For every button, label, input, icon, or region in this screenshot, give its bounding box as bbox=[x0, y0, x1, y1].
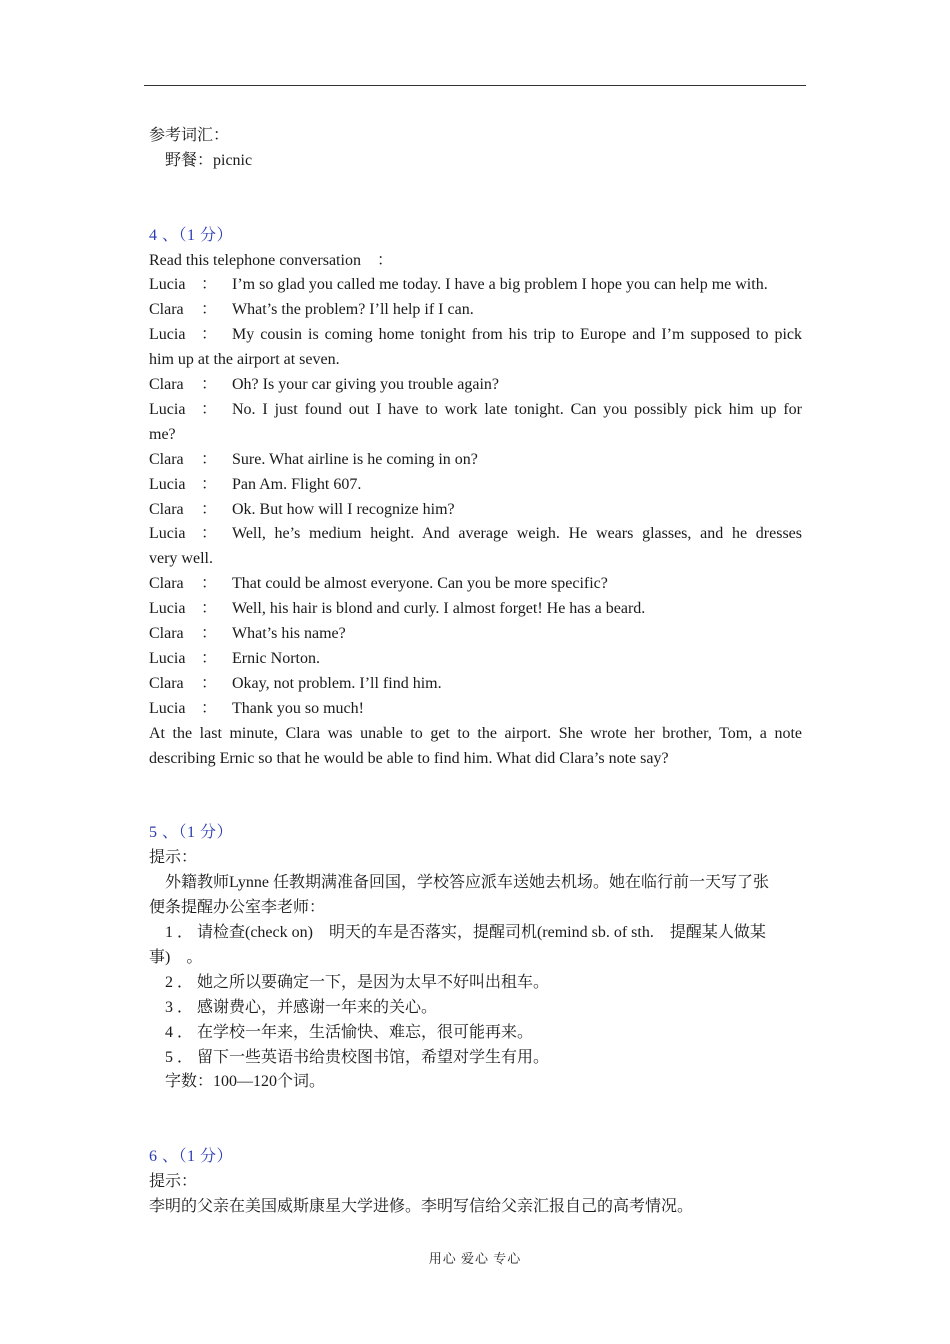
dialogue-text: What’s the problem? I’ll help if I can. bbox=[232, 301, 474, 319]
page-footer: 用心 爱心 专心 bbox=[428, 1251, 522, 1266]
dialogue-text: What’s his name? bbox=[232, 625, 346, 643]
speaker-name: Clara bbox=[149, 575, 184, 593]
dialogue-line bbox=[149, 597, 802, 622]
speaker-name: Clara bbox=[149, 674, 184, 692]
dialogue-line bbox=[149, 323, 802, 348]
question-5-word-count: 字数：100—120个词。 bbox=[165, 1073, 326, 1091]
speaker-name: Lucia bbox=[149, 525, 186, 543]
question-5-intro-1: 外籍教师Lynne 任教期满准备回国，学校答应派车送她去机场。她在临行前一天写了张 bbox=[165, 874, 769, 892]
dialogue-text: That could be almost everyone. Can you be more specific? bbox=[232, 575, 608, 593]
speaker-colon: ： bbox=[201, 600, 218, 618]
dialogue-line bbox=[149, 697, 802, 722]
dialogue-line bbox=[149, 498, 802, 523]
speaker-colon: ： bbox=[201, 475, 218, 493]
dialogue-text: Well, his hair is blond and curly. I almost forget! He has a beard. bbox=[232, 600, 646, 618]
header-rule bbox=[144, 85, 806, 86]
question-5-hint-label: 提示： bbox=[149, 849, 198, 867]
speaker-name: Clara bbox=[149, 450, 184, 468]
speaker-colon: ： bbox=[201, 276, 218, 294]
speaker-name: Clara bbox=[149, 376, 184, 394]
speaker-colon: ： bbox=[201, 400, 218, 418]
speaker-colon: ： bbox=[201, 301, 218, 319]
dialogue-text: No. I just found out I have to work late tonight. Can you possibly pick him up for bbox=[232, 400, 802, 418]
dialogue-text: Thank you so much! bbox=[232, 699, 364, 717]
question-5-item-1b: 事) 。 bbox=[149, 948, 203, 966]
speaker-colon: ： bbox=[201, 699, 218, 717]
speaker-name: Lucia bbox=[149, 650, 186, 668]
speaker-name: Clara bbox=[149, 301, 184, 319]
vocab-item: 野餐：picnic bbox=[165, 151, 253, 169]
dialogue-line bbox=[149, 448, 802, 473]
dialogue-line bbox=[149, 273, 802, 298]
question-6-header: 6 、（1 分） bbox=[149, 1148, 234, 1166]
dialogue-text: Oh? Is your car giving you trouble again? bbox=[232, 376, 500, 394]
question-5-item-2: 2 ． 她之所以要确定一下，是因为太早不好叫出租车。 bbox=[165, 973, 550, 991]
speaker-name: Lucia bbox=[149, 400, 186, 418]
speaker-colon: ： bbox=[201, 326, 218, 344]
dialogue-line bbox=[149, 572, 802, 597]
question-5-intro-2: 便条提醒办公室李老师： bbox=[149, 899, 326, 917]
dialogue-text: Sure. What airline is he coming in on? bbox=[232, 450, 478, 468]
dialogue-continuation: me? bbox=[149, 425, 176, 443]
speaker-colon: ： bbox=[201, 376, 218, 394]
question-5-header: 5 、（1 分） bbox=[149, 824, 234, 842]
dialogue-continuation: him up at the airport at seven. bbox=[149, 351, 340, 369]
question-4-intro: Read this telephone conversation ： bbox=[149, 251, 393, 269]
question-5-item-1a: 1 ． 请检查(check on) 明天的车是否落实，提醒司机(remind sb. of sth. 提醒某人做某 bbox=[165, 923, 766, 941]
dialogue-text: Ok. But how will I recognize him? bbox=[232, 500, 455, 518]
speaker-name: Clara bbox=[149, 625, 184, 643]
speaker-colon: ： bbox=[201, 674, 218, 692]
dialogue-line bbox=[149, 647, 802, 672]
question-5-item-4: 4 ． 在学校一年来，生活愉快、难忘，很可能再来。 bbox=[165, 1023, 534, 1041]
dialogue-continuation: very well. bbox=[149, 550, 213, 568]
speaker-name: Lucia bbox=[149, 600, 186, 618]
question-6-hint-label: 提示： bbox=[149, 1173, 198, 1191]
question-5-item-3: 3 ． 感谢费心，并感谢一年来的关心。 bbox=[165, 998, 438, 1016]
dialogue-line bbox=[149, 522, 802, 547]
dialogue-line bbox=[149, 373, 802, 398]
vocab-label: 参考词汇： bbox=[149, 127, 230, 144]
speaker-colon: ： bbox=[201, 575, 218, 593]
dialogue-text: Well, he’s medium height. And average weigh. He wears glasses, and he dresses bbox=[232, 525, 802, 543]
dialogue-line bbox=[149, 672, 802, 697]
speaker-colon: ： bbox=[201, 650, 218, 668]
document-body bbox=[149, 124, 802, 1220]
question-4-header: 4 、（1 分） bbox=[149, 226, 234, 244]
dialogue-text: Ernic Norton. bbox=[232, 650, 320, 668]
dialogue-text: Pan Am. Flight 607. bbox=[232, 475, 362, 493]
question-4-closing-line-1: At the last minute, Clara was unable to get to the airport. She wrote her brother, Tom, a note bbox=[149, 724, 802, 742]
question-6-text: 李明的父亲在美国威斯康星大学进修。李明写信给父亲汇报自己的高考情况。 bbox=[149, 1197, 694, 1215]
speaker-name: Clara bbox=[149, 500, 184, 518]
dialogue-text: I’m so glad you called me today. I have a big problem I hope you can help me with. bbox=[232, 276, 768, 294]
speaker-name: Lucia bbox=[149, 276, 186, 294]
question-4-closing-line-2: describing Ernic so that he would be able to find him. What did Clara’s note say? bbox=[149, 749, 669, 767]
dialogue-text: My cousin is coming home tonight from his trip to Europe and I’m supposed to pick bbox=[232, 326, 802, 344]
speaker-colon: ： bbox=[201, 450, 218, 468]
dialogue-line bbox=[149, 398, 802, 423]
speaker-colon: ： bbox=[201, 500, 218, 518]
dialogue-text: Okay, not problem. I’ll find him. bbox=[232, 674, 442, 692]
speaker-name: Lucia bbox=[149, 326, 186, 344]
speaker-colon: ： bbox=[201, 525, 218, 543]
dialogue bbox=[149, 273, 802, 721]
dialogue-line bbox=[149, 298, 802, 323]
dialogue-line bbox=[149, 473, 802, 498]
speaker-name: Lucia bbox=[149, 699, 186, 717]
dialogue-line bbox=[149, 622, 802, 647]
speaker-colon: ： bbox=[201, 625, 218, 643]
speaker-name: Lucia bbox=[149, 475, 186, 493]
question-5-item-5: 5 ． 留下一些英语书给贵校图书馆，希望对学生有用。 bbox=[165, 1048, 550, 1066]
